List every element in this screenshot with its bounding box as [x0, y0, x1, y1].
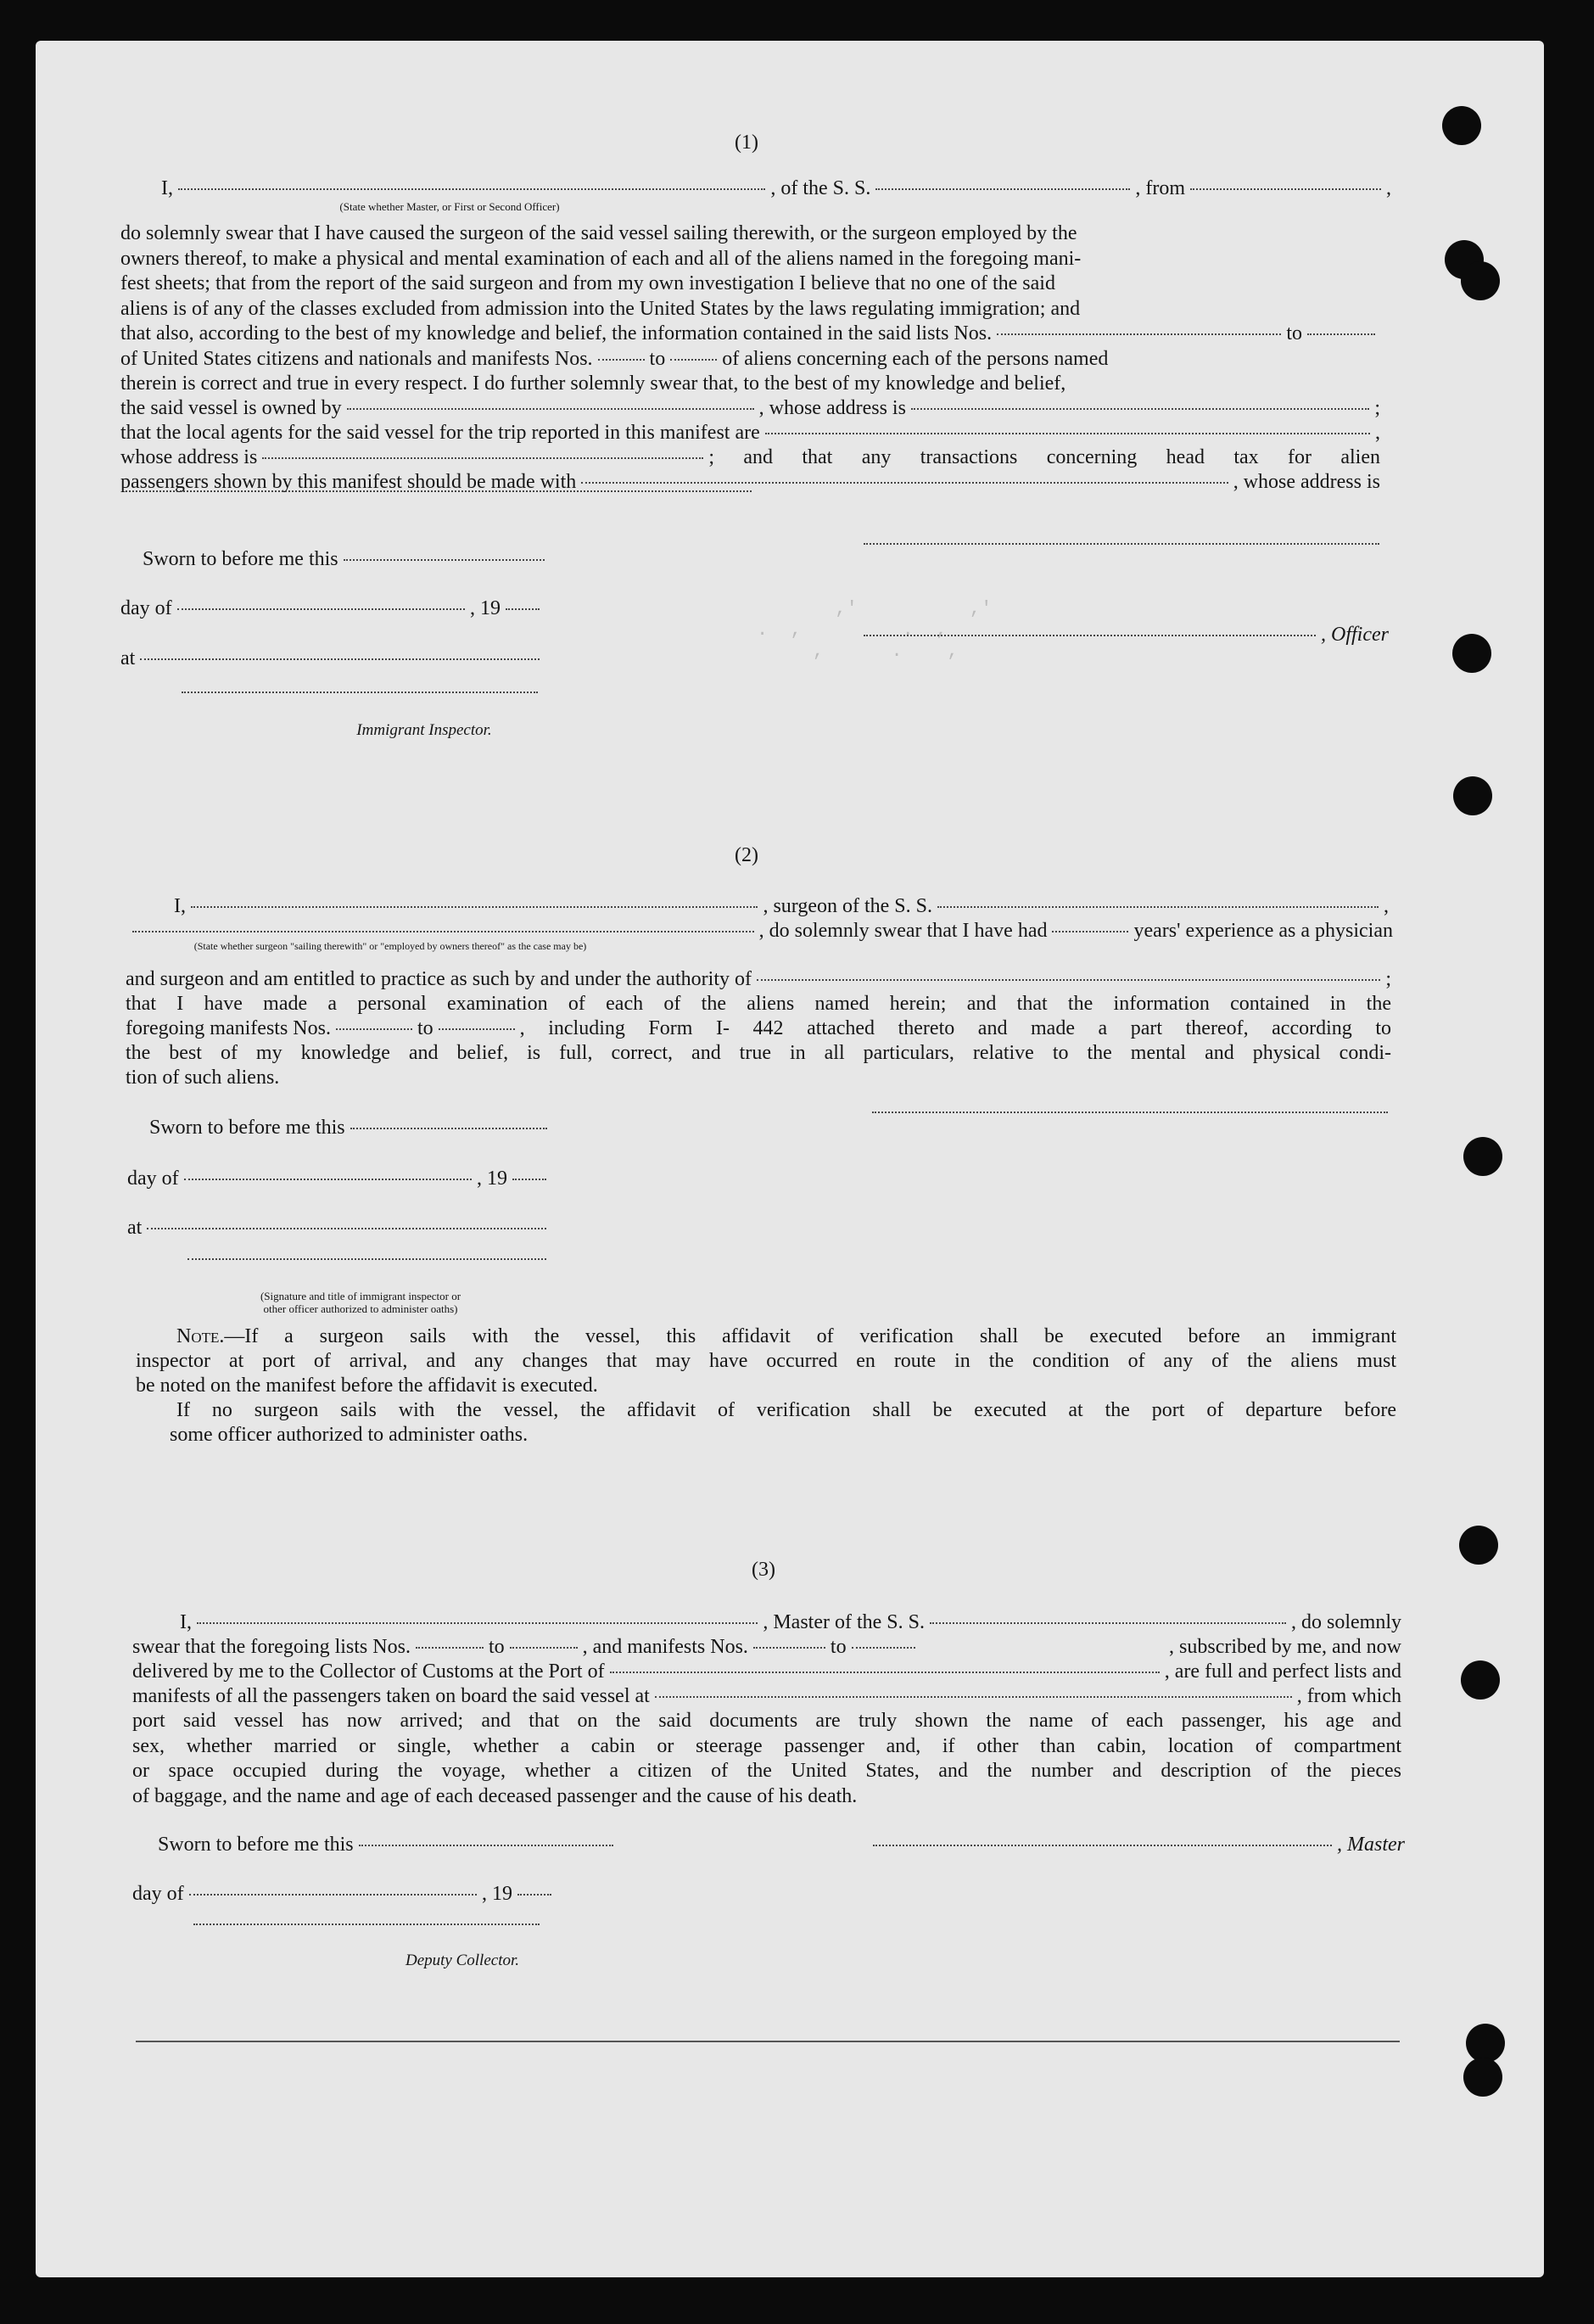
master-ship-blank[interactable] — [930, 1622, 1286, 1624]
section-3-heading: (3) — [752, 1559, 775, 1581]
authority-blank[interactable] — [757, 979, 1380, 981]
note-line-1: Note. —If a surgeon sails with the vessel, this affidavit of verification shall be executed before an immigrant — [176, 1325, 1396, 1347]
head-tax-address-blank[interactable] — [126, 490, 752, 492]
section-1-passengers-line: passengers shown by this manifest should be made with , whose address is — [120, 471, 1380, 493]
section-1-owner-line: the said vessel is owned by , whose address is ; — [120, 397, 1380, 419]
section-1-sworn: Sworn to before me this — [143, 547, 550, 573]
years-experience-blank[interactable] — [1052, 931, 1128, 932]
boarding-port-blank[interactable] — [655, 1696, 1292, 1698]
section-2-heading: (2) — [735, 844, 758, 866]
ship-name-blank[interactable] — [875, 188, 1130, 190]
owner-address-blank[interactable] — [911, 408, 1369, 410]
collector-signature-line — [188, 1928, 545, 1929]
section-1-address-line: whose address is ; and that any transactions concerning head tax for alien — [120, 446, 1380, 468]
section-2-line-6: the best of my knowledge and belief, is full, correct, and true in all particulars, relative to the mental and physical condi- — [126, 1042, 1391, 1064]
section-2-signature-line — [867, 1116, 1393, 1117]
manifests-to-blank[interactable] — [852, 1647, 915, 1649]
day-blank[interactable] — [177, 608, 465, 610]
inspector-signature-blank[interactable] — [187, 1258, 546, 1260]
year-blank[interactable] — [517, 1894, 551, 1896]
year-blank[interactable] — [512, 1179, 546, 1180]
collector-signature-blank[interactable] — [193, 1924, 540, 1925]
officer-title-blank[interactable] — [864, 635, 1316, 636]
lists-from-blank[interactable] — [416, 1647, 484, 1649]
section-3-day: day of , 19 — [132, 1882, 557, 1907]
section-1-day: day of , 19 — [120, 596, 545, 622]
punch-hole — [1463, 2058, 1502, 2097]
sworn-date-blank[interactable] — [359, 1845, 613, 1846]
punch-hole — [1452, 634, 1491, 673]
lists-to-blank[interactable] — [1307, 333, 1375, 335]
surgeon-note: (State whether surgeon "sailing therewith" or "employed by owners thereof" as the case may be) — [193, 940, 587, 952]
officer-name-blank[interactable] — [178, 188, 765, 190]
owner-blank[interactable] — [347, 408, 754, 410]
section-3-sworn: Sworn to before me this , Master — [158, 1834, 1405, 1856]
punch-hole — [1453, 776, 1492, 815]
sworn-date-blank[interactable] — [344, 559, 545, 561]
inspector-signature-blank[interactable] — [182, 692, 538, 693]
section-3-line-4: manifests of all the passengers taken on board the said vessel at , from which — [132, 1685, 1401, 1707]
section-2-line-5: foregoing manifests Nos. to , including Form I- 442 attached thereto and made a part thereof, according to — [126, 1017, 1391, 1039]
at-place-blank[interactable] — [140, 658, 540, 660]
section-1-heading: (1) — [735, 132, 758, 154]
manifests-from-blank[interactable] — [753, 1647, 825, 1649]
note-line-4: If no surgeon sails with the vessel, the affidavit of verification shall be executed at the port of departure before — [176, 1399, 1396, 1421]
from-port-blank[interactable] — [1190, 188, 1381, 190]
punch-hole — [1459, 1526, 1498, 1565]
section-2-at: at — [127, 1216, 551, 1241]
master-signature-blank[interactable] — [873, 1845, 1332, 1846]
section-3-line-2: swear that the foregoing lists Nos. to , and manifests Nos. to , subscribed by me, and now — [132, 1636, 1401, 1658]
section-1-at: at — [120, 647, 545, 672]
master-name-blank[interactable] — [197, 1622, 758, 1624]
punch-hole — [1461, 1660, 1500, 1700]
manifests-from-blank[interactable] — [598, 359, 645, 361]
sworn-date-blank[interactable] — [350, 1128, 547, 1129]
section-3-body: port said vessel has now arrived; and that on the said documents are truly shown the name of each passenger, his age and sex, whether married or single, whether a cabin or steerage passenger and, if other than cabin, location of compartment or space occupied during the voyage, whether a citizen of the United States, and the number and description of the pieces of baggage, and the name and age of each deceased passenger and the cause of his death. — [132, 1710, 1401, 1807]
lists-to-blank[interactable] — [510, 1647, 578, 1649]
punch-hole — [1463, 1137, 1502, 1176]
inspector-signature-line — [176, 696, 543, 697]
day-blank[interactable] — [184, 1179, 472, 1180]
section-1-therein-line: therein is correct and true in every respect. I do further solemnly swear that, to the best of my knowledge and belief, — [120, 372, 1066, 395]
port-blank[interactable] — [610, 1672, 1160, 1673]
manifests-to-blank[interactable] — [670, 359, 717, 361]
section-2-line-2: , do solemnly swear that I have had years' experience as a physician — [127, 919, 1393, 944]
section-2-line-1: I, , surgeon of the S. S. , — [174, 895, 1389, 917]
lists-from-blank[interactable] — [997, 333, 1281, 335]
section-3-line-3: delivered by me to the Collector of Customs at the Port of , are full and perfect lists and — [132, 1660, 1401, 1683]
section-3-line-1: I, , Master of the S. S. , do solemnly — [180, 1611, 1401, 1633]
section-2-inspector-line — [182, 1263, 551, 1264]
surgeon-signature-blank[interactable] — [872, 1112, 1388, 1113]
section-2-line-3: and surgeon and am entitled to practice as such by and under the authority of ; — [126, 968, 1391, 990]
section-1-citizens-line: of United States citizens and nationals and manifests Nos. to of aliens concerning each of the persons named — [120, 348, 1109, 370]
section-1-lists-line: that also, according to the best of my knowledge and belief, the information contained in the said lists Nos. to — [120, 322, 1380, 347]
officer-signature-blank[interactable] — [864, 543, 1379, 545]
agents-blank[interactable] — [765, 433, 1370, 434]
year-blank[interactable] — [506, 608, 540, 610]
section-2-sworn: Sworn to before me this — [149, 1116, 552, 1141]
inspector-label: Immigrant Inspector. — [356, 721, 492, 739]
signature-note: (Signature and title of immigrant inspector or other officer authorized to administer oaths) — [260, 1290, 461, 1315]
agents-address-blank[interactable] — [262, 457, 703, 459]
section-1-body: do solemnly swear that I have caused the surgeon of the said vessel sailing therewith, or the surgeon employed by the owners thereof, to make a physical and mental examination of each and all of the aliens named in the foregoing mani- fest sheets; that from the report of the said surgeon and from my own investigation I believe that no one of the said aliens is of any of the classes excluded from admission into the United States by the laws regulating immigration; and — [120, 222, 1082, 320]
collector-label: Deputy Collector. — [405, 1952, 520, 1969]
section-1-officer-line: , Officer — [859, 623, 1389, 648]
section-2-line-7: tion of such aliens. — [126, 1067, 280, 1089]
punch-hole — [1442, 106, 1481, 145]
at-place-blank[interactable] — [147, 1228, 546, 1229]
punch-hole — [1461, 261, 1500, 300]
note-line-5: some officer authorized to administer oaths. — [170, 1424, 529, 1446]
section-1-line-1: I, , of the S. S. , from , — [161, 177, 1391, 199]
section-1-agents-line: that the local agents for the said vessel for the trip reported in this manifest are , — [120, 422, 1380, 444]
section-1-address-blank-line — [120, 495, 757, 496]
surgeon-ship-blank[interactable] — [937, 906, 1379, 908]
punch-hole — [1466, 2024, 1505, 2063]
bottom-rule — [136, 2041, 1400, 2042]
note-line-3: be noted on the manifest before the affidavit is executed. — [136, 1375, 598, 1397]
surgeon-name-blank[interactable] — [191, 906, 758, 908]
head-tax-agent-blank[interactable] — [581, 482, 1228, 484]
officer-note: (State whether Master, or First or Second Officer) — [339, 200, 560, 213]
note-line-2: inspector at port of arrival, and any changes that may have occurred en route in the condition of any of the aliens must — [136, 1350, 1396, 1372]
section-2-day: day of , 19 — [127, 1167, 551, 1192]
section-2-line-4: that I have made a personal examination of each of the aliens named herein; and that the information contained in the — [126, 993, 1391, 1015]
manifests-to-blank[interactable] — [439, 1028, 515, 1030]
manifests-from-blank[interactable] — [336, 1028, 412, 1030]
day-blank[interactable] — [189, 1894, 477, 1896]
section-1-signature-line — [859, 547, 1384, 549]
surgeon-type-blank[interactable] — [132, 931, 754, 932]
bleed-through-text: ,' ,' . , . , , . , — [757, 598, 993, 662]
